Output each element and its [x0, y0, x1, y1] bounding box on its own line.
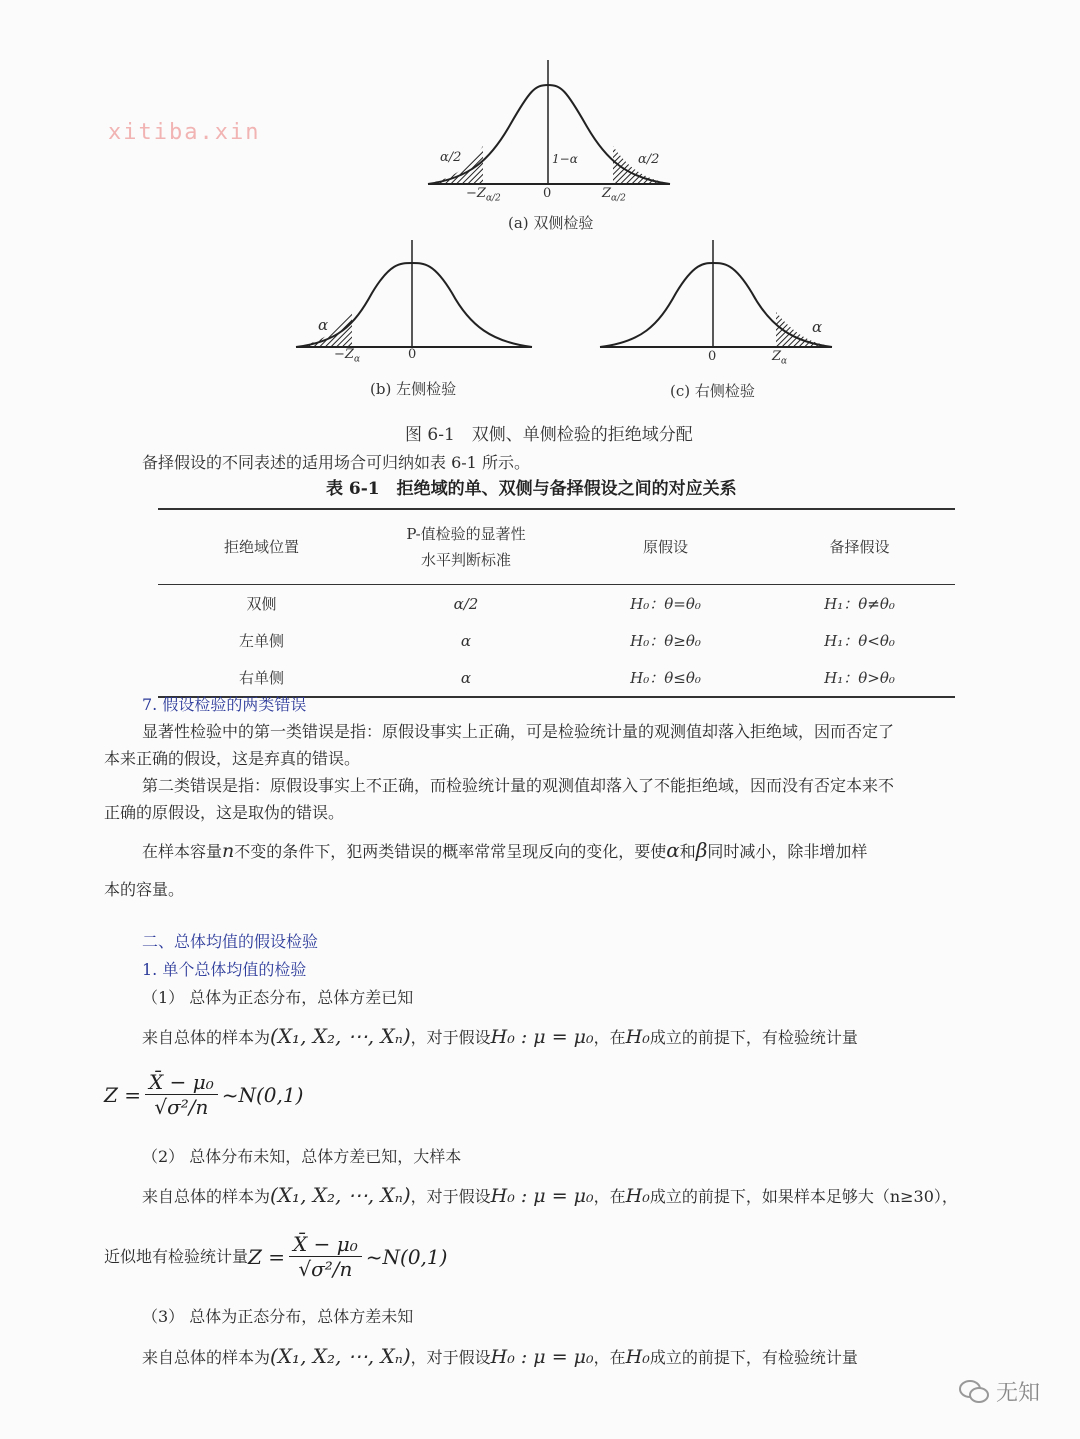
fig-c-zero: 0	[708, 349, 717, 364]
fig-b-caption: (b) 左侧检验	[370, 380, 457, 398]
figure-b-left-sided	[292, 238, 542, 353]
intro-text: 备择假设的不同表述的适用场合可归纳如表 6-1 所示。	[142, 453, 530, 472]
section7-p1-line1: 显著性检验中的第一类错误是指：原假设事实上正确，可是检验统计量的观测值却落入拒绝域，因而否定了	[142, 722, 895, 741]
cell-null: H₀：θ≥θ₀	[630, 632, 701, 650]
section7-p3-line1: 在样本容量n不变的条件下，犯两类错误的概率常常呈现反向的变化，要使α和β同时减小，除非增加样	[142, 838, 868, 862]
fig-a-caption: (a) 双侧检验	[508, 214, 594, 232]
section2-title: 二、总体均值的假设检验	[142, 932, 319, 951]
formula-z-2: 近似地有检验统计量 Z = $\frac{\text{X̄ − μ₀}}{\text{√σ²/n}}$ ~N(0,1)	[104, 1232, 448, 1281]
cell-region: 双侧	[246, 595, 277, 613]
fig-b-zero: 0	[408, 347, 417, 362]
cell-null: H₀：θ≤θ₀	[567, 659, 764, 697]
watermark-text: xitiba.xin	[108, 120, 261, 145]
table-title: 表 6-1 拒绝域的单、双侧与备择假设之间的对应关系	[326, 479, 737, 499]
figure-c-right-sided	[596, 238, 846, 353]
section7-p2-line1: 第二类错误是指：原假设事实上不正确，而检验统计量的观测值却落入了不能拒绝域，因而没有否定本来不	[142, 776, 895, 795]
fig-a-center-area: 1−α	[552, 152, 578, 166]
chat-bubble-icon	[958, 1378, 990, 1406]
th-region: 拒绝域位置	[158, 509, 365, 585]
fig-b-area: α	[318, 316, 329, 334]
section7-p1-line2: 本来正确的假设，这是弃真的错误。	[104, 749, 361, 768]
case3-text: （3） 总体为正态分布，总体方差未知	[142, 1307, 414, 1326]
cell-region: 左单侧	[238, 632, 284, 650]
fig-c-caption: (c) 右侧检验	[670, 382, 755, 400]
fig-b-tick: $-Z_\alpha$	[334, 347, 361, 365]
section7-p2-line2: 正确的原假设，这是取伪的错误。	[104, 803, 345, 822]
formula-z-1: Z = $\frac{\text{X̄ − μ₀}}{\text{√σ²/n}}$ ~N(0,1)	[104, 1070, 304, 1119]
sample-line-3: 来自总体的样本为(X₁, X₂, ⋯, Xₙ)，对于假设H₀ : μ = μ₀，在H₀成立的前提下，有检验统计量	[142, 1344, 858, 1368]
cell-level: α/2	[453, 594, 479, 613]
figure-caption: 图 6-1 双侧、单侧检验的拒绝域分配	[405, 425, 693, 445]
th-alt: 备择假设	[764, 509, 955, 585]
cell-alt: H₁：θ≠θ₀	[824, 595, 895, 613]
cell-null: H₀：θ=θ₀	[630, 595, 701, 613]
case1-text: （1） 总体为正态分布，总体方差已知	[142, 988, 414, 1007]
table-row	[158, 622, 955, 659]
brand-watermark	[958, 1376, 1040, 1407]
fig-c-area: α	[812, 318, 823, 336]
sample-line-1: 来自总体的样本为(X₁, X₂, ⋯, Xₙ)，对于假设H₀ : μ = μ₀，在H₀成立的前提下，有检验统计量	[142, 1024, 858, 1048]
fig-a-right-tick: $Z_{\alpha/2}$	[602, 186, 626, 204]
cell-level: α	[460, 631, 472, 650]
table-header-row	[158, 509, 955, 585]
cell-region: 右单侧	[158, 659, 365, 697]
sample-line-2: 来自总体的样本为(X₁, X₂, ⋯, Xₙ)，对于假设H₀ : μ = μ₀，在H₀成立的前提下，如果样本足够大（n≥30），	[142, 1183, 958, 1207]
figure-a-two-sided	[420, 50, 690, 210]
fig-a-left-tick: $-Z_{\alpha/2}$	[466, 186, 501, 204]
section2-sub1: 1. 单个总体均值的检验	[142, 960, 307, 979]
fig-a-left-area: α/2	[440, 150, 462, 165]
fig-a-zero: 0	[543, 186, 552, 201]
th-null: 原假设	[567, 509, 764, 585]
case2-text: （2） 总体分布未知，总体方差已知，大样本	[142, 1147, 462, 1166]
table-row	[158, 585, 955, 623]
cell-alt: H₁：θ>θ₀	[764, 659, 955, 697]
fig-c-tick: $Z_\alpha$	[772, 349, 788, 367]
cell-level: α	[365, 659, 567, 697]
brand-name: 无知	[995, 1381, 1040, 1406]
section7-title: 7. 假设检验的两类错误	[142, 695, 307, 714]
th-pvalue: P-值检验的显著性 水平判断标准	[365, 509, 567, 585]
hypothesis-table	[158, 508, 955, 698]
cell-alt: H₁：θ<θ₀	[824, 632, 895, 650]
section7-p3-line2: 本的容量。	[104, 880, 185, 899]
fig-a-right-area: α/2	[638, 152, 660, 167]
